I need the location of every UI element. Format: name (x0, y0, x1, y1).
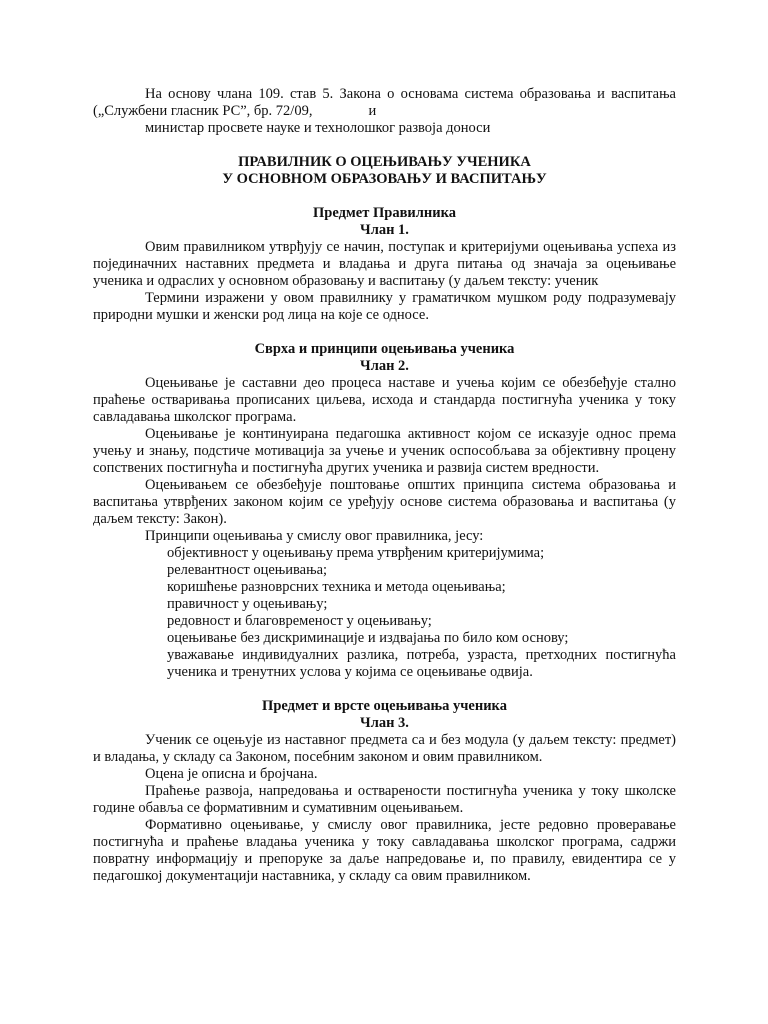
principle-item: релевантност оцењивања; (167, 562, 328, 578)
section2-paragraph-1: Оцењивање је саставни део процеса наставе и учења којим се обезбеђује стално праћење остваривања прописаних циљева, исхода и стандарда постигнућа ученика у току савладавања школског програма. (93, 375, 676, 425)
principle-item: уважавање индивидуалних разлика, потреба, узраста, претходних постигнућа ученика и тренутних услова у којима се оцењивање одвија. (167, 647, 676, 680)
section1-paragraph-2: Термини изражени у овом правилнику у граматичком мушком роду подразумевају природни мушки и женски род лица на које се односе. (93, 290, 676, 323)
section2-paragraph-2: Оцењивање је континуирана педагошка активност којом се исказује однос према учењу и знању, подстиче мотивација за учење и ученик оспособљава за објективну процену сопствених постигнућа и постигнућа других ученика и развија систем вредности. (93, 426, 676, 476)
preamble-paragraph (93, 86, 676, 120)
document-title-line2: У ОСНОВНОМ ОБРАЗОВАЊУ И ВАСПИТАЊУ (222, 171, 547, 187)
section3-paragraph-2: Оцена је описна и бројчана. (145, 766, 318, 782)
preamble-line2: министар просвете науке и технолошког развоја доноси (145, 120, 491, 136)
section3-paragraph-3: Праћење развоја, напредовања и остварености постигнућа ученика у току школске године обавља се формативним и сумативним оцењивањем. (93, 783, 676, 816)
section3-paragraph-4: Формативно оцењивање, у смислу овог правилника, јесте редовно проверавање постигнућа и праћење владања ученика у току савладавања школског програма, садржи повратну информацију и препоруке за даље напредовање и, по правилу, евидентира се у педагошкој документацији наставника, у складу са овим правилником. (93, 817, 676, 884)
section-heading-1: Предмет Правилника (313, 205, 456, 221)
preamble-line1: На основу члана 109. став 5. Закона о основама система образовања и васпитања („Службени гласник РС”, бр. 72/09, (93, 86, 676, 119)
principle-item: коришћење разноврсних техника и метода оцењивања; (167, 579, 506, 595)
principle-item: оцењивање без дискриминације и издвајања по било ком основу; (167, 630, 569, 646)
article-heading-3: Члан 3. (360, 715, 409, 731)
section1-paragraph-1: Овим правилником утврђују се начин, поступак и критеријуми оцењивања успеха из појединачних наставних предмета и владања и друга питања од значаја за оцењивање ученика и одраслих у основном образовању и васпитању (у даљем тексту: ученик (93, 239, 676, 289)
section-heading-3: Предмет и врсте оцењивања ученика (262, 698, 507, 714)
document-content (93, 86, 676, 885)
section-heading-2: Сврха и принципи оцењивања ученика (254, 341, 515, 357)
section2-paragraph-4: Принципи оцењивања у смислу овог правилника, јесу: (145, 528, 484, 544)
document-title-line1: ПРАВИЛНИК О ОЦЕЊИВАЊУ УЧЕНИКА (238, 154, 531, 170)
article-heading-1: Члан 1. (360, 222, 409, 238)
section3-paragraph-1: Ученик се оцењује из наставног предмета са и без модула (у даљем тексту: предмет) и владања, у складу са Законом, посебним законом и овим правилником. (93, 732, 676, 765)
preamble-conjunction: и (368, 103, 377, 119)
section2-paragraph-3: Оцењивањем се обезбеђује поштовање општих принципа система образовања и васпитања утврђених законом којим се уређују основе система образовања и васпитања (у даљем тексту: Закон). (93, 477, 676, 527)
article-heading-2: Члан 2. (360, 358, 409, 374)
principle-item: редовност и благовременост у оцењивању; (167, 613, 432, 629)
principles-list (93, 545, 676, 681)
principle-item: правичност у оцењивању; (167, 596, 328, 612)
principle-item: објективност у оцењивању према утврђеним критеријумима; (167, 545, 545, 561)
